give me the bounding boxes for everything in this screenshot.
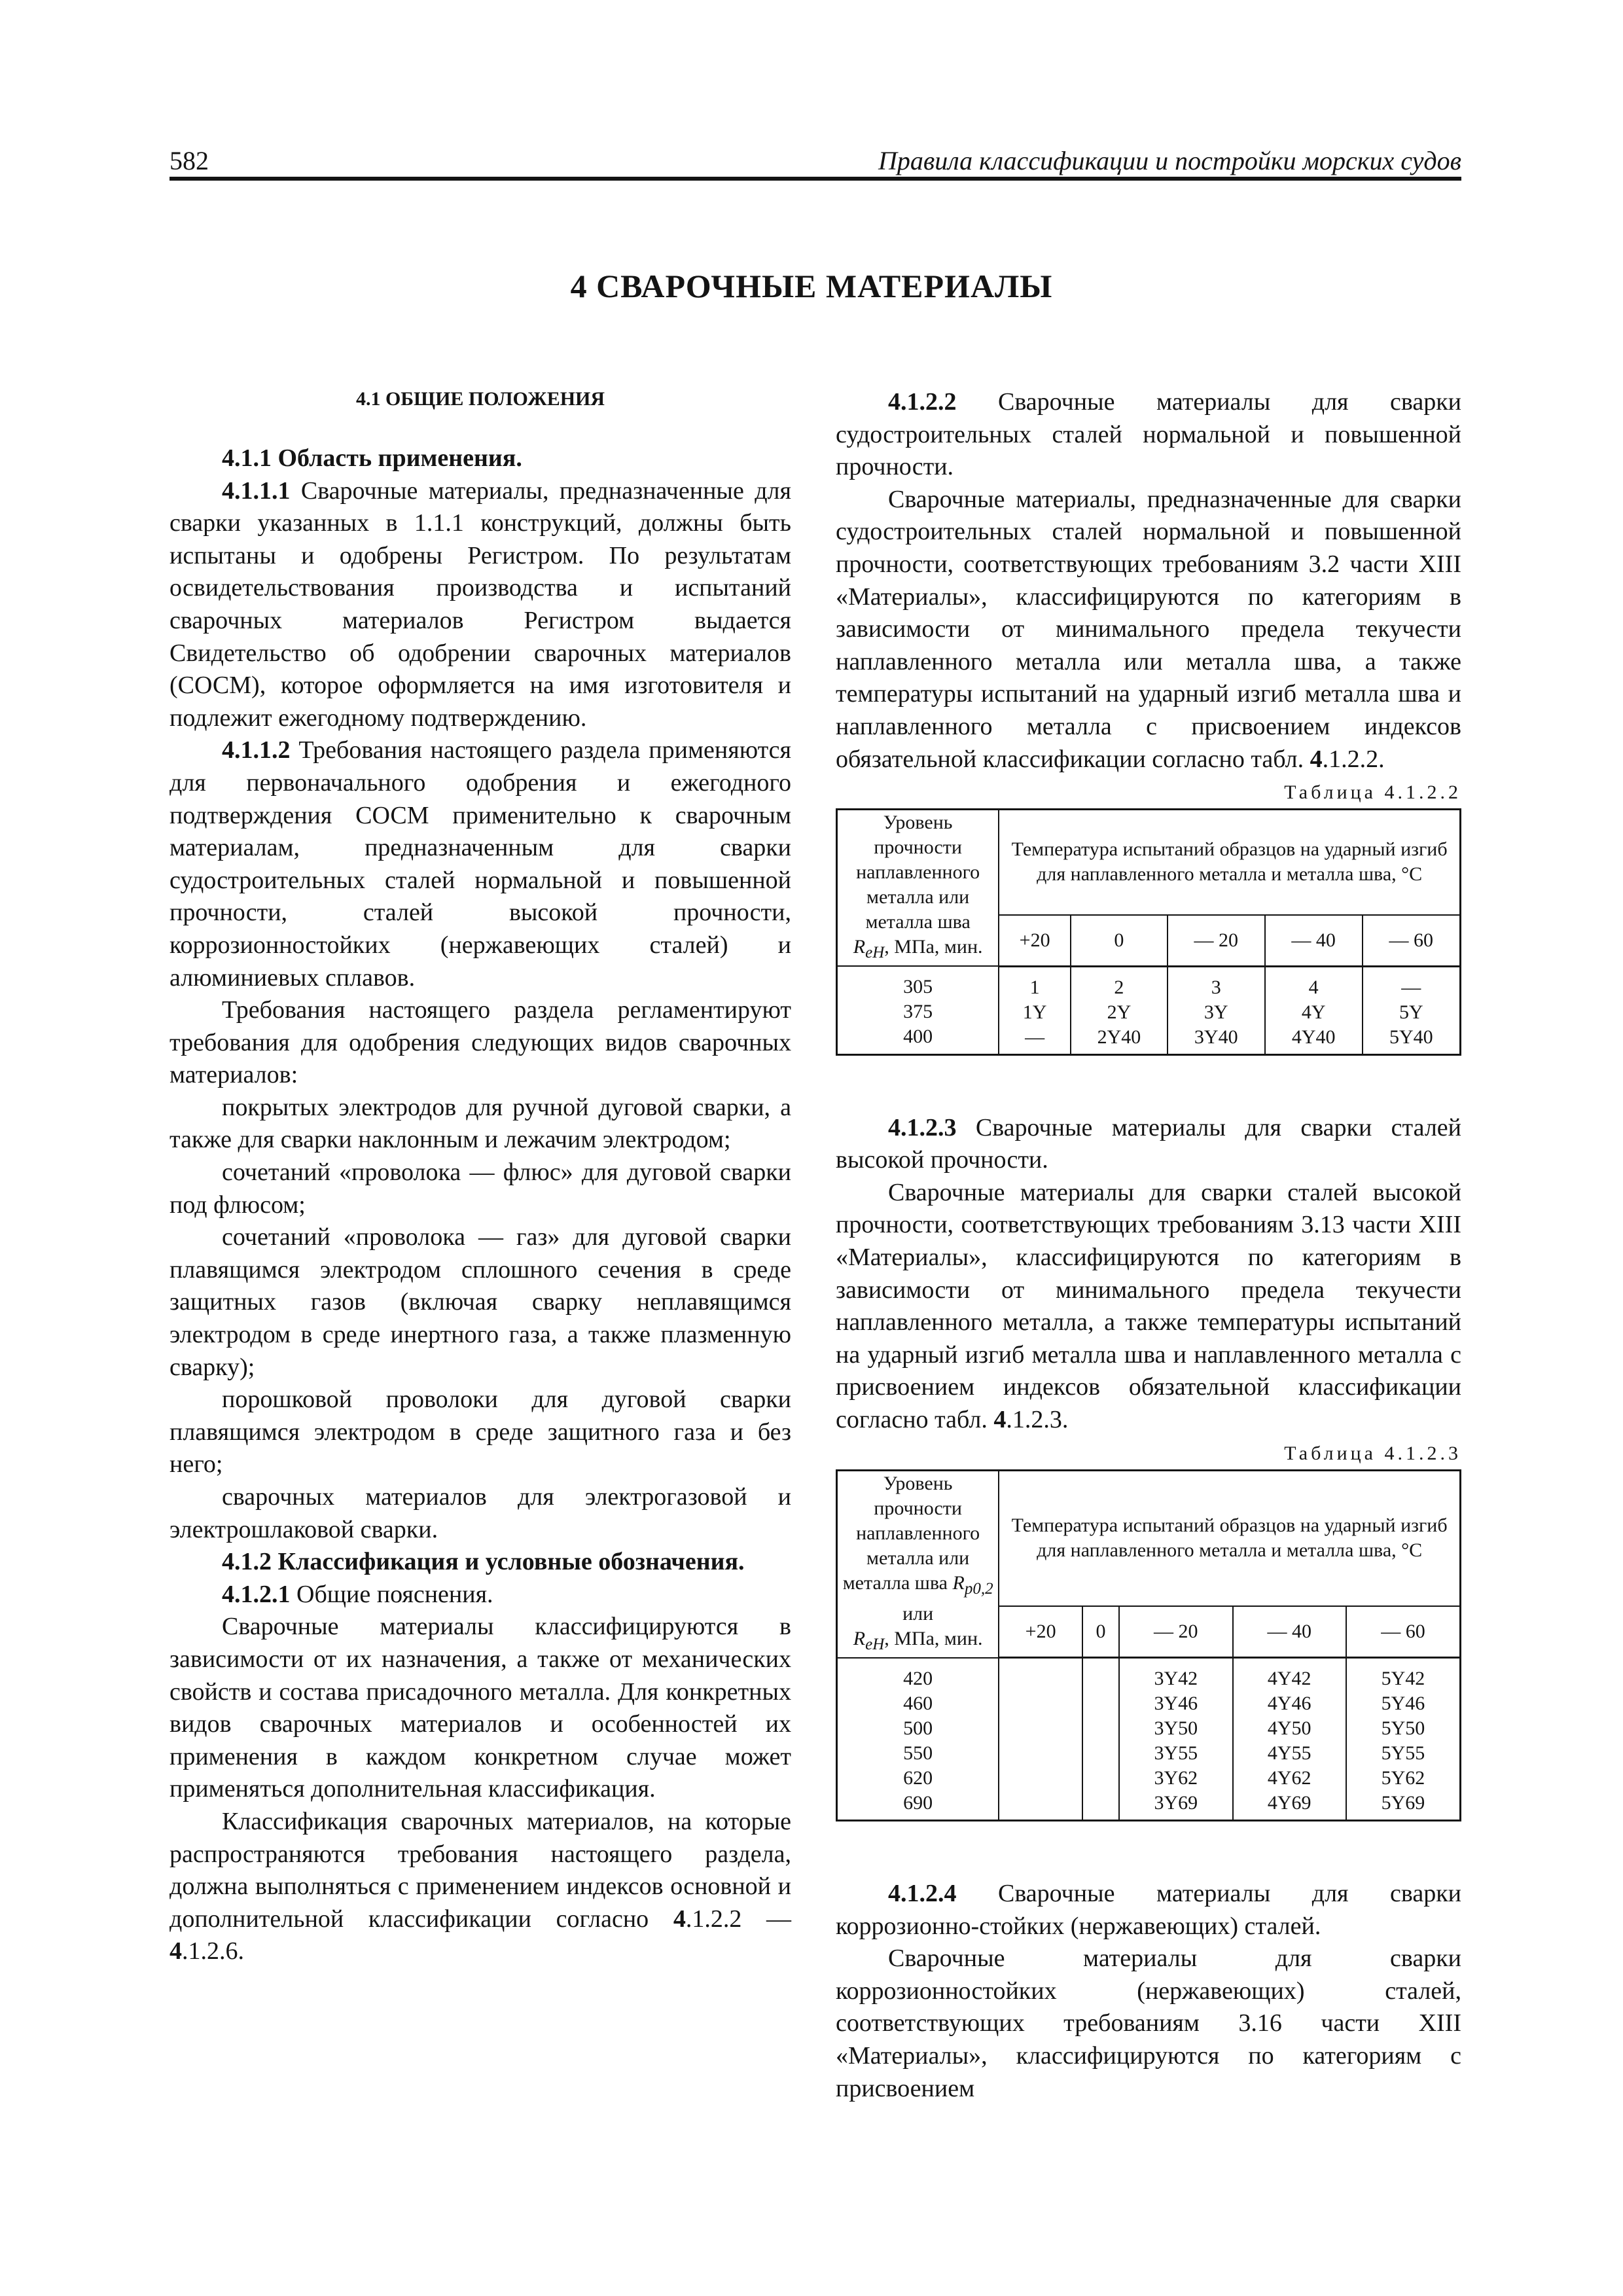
section-title: 4.1 ОБЩИЕ ПОЛОЖЕНИЯ xyxy=(355,388,605,410)
value: 1 xyxy=(1029,976,1040,998)
temp-cell: — 20 xyxy=(1168,915,1265,967)
list-item: сочетаний «проволока — газ» для дуговой сварки плавящимся электродом сплошного сечения в среде защитных газов (включая сварку неплавящимся электродом в среде инертного газа, а также плазменную сварку); xyxy=(169,1223,791,1381)
clause-number: 4.1.2.1 xyxy=(222,1580,291,1608)
grade-cell-empty xyxy=(999,1658,1082,1821)
value: 5Y xyxy=(1399,1001,1423,1023)
ref-bold: 4 xyxy=(673,1905,686,1933)
value: — xyxy=(1401,976,1421,998)
value: 2 xyxy=(1114,976,1124,998)
paragraph-text: Сварочные материалы для сварки сталей высокой прочности, соответствующих требованиям 3.13 части XIII «Материалы», классифицируются по категориям в зависимости от минимального предела текучести наплавленного металла, а также температуры испытаний на ударный изгиб металла шва и наплавленного металла с присвоением индексов обязательной классификации согласно табл. xyxy=(836,1178,1461,1433)
strength-cell xyxy=(837,966,999,1054)
symbol: R xyxy=(853,936,866,958)
list-item: порошковой проволоки для дуговой сварки плавящимся электродом в среде защитного газа и без него; xyxy=(169,1386,791,1479)
value: 4Y55 xyxy=(1267,1742,1311,1765)
value: 5Y46 xyxy=(1381,1693,1425,1715)
value: 3Y xyxy=(1204,1001,1228,1023)
paragraph-text: Сварочные материалы для сварки судостроительных сталей нормальной и повышенной прочности. xyxy=(836,388,1461,481)
temp-cell: +20 xyxy=(999,915,1071,967)
value: 4Y46 xyxy=(1267,1693,1311,1715)
value: 3Y42 xyxy=(1154,1668,1198,1690)
clause-number: 4.1.2.3 xyxy=(888,1113,957,1141)
running-header xyxy=(169,145,1461,178)
value: 5Y40 xyxy=(1389,1026,1433,1048)
clause-number: 4.1.2.2 xyxy=(888,388,957,416)
table-caption: Таблица 4.1.2.3 xyxy=(1284,1442,1461,1464)
paragraph xyxy=(169,1806,791,1968)
temp-cell: — 60 xyxy=(1346,1606,1461,1658)
paragraph-4-1-2-1 xyxy=(169,1579,791,1611)
value: 5Y42 xyxy=(1381,1668,1425,1690)
temperature-header: Температура испытаний образцов на ударный изгиб для наплавленного металла и металла шва, °С xyxy=(999,810,1460,915)
symbol-sub: eH xyxy=(865,944,885,962)
symbol: R xyxy=(952,1571,965,1594)
paragraph: Требования настоящего раздела регламентируют требования для одобрения следующих видов сварочных материалов: xyxy=(169,996,791,1089)
temp-cell: — 40 xyxy=(1265,915,1363,967)
value: 5Y55 xyxy=(1381,1742,1425,1765)
value: 550 xyxy=(903,1742,933,1764)
paragraph xyxy=(836,1177,1461,1437)
paragraph-4-1-2-2 xyxy=(836,386,1461,484)
paragraph-text: Сварочные материалы, предназначенные для сварки судостроительных сталей нормальной и повышенной прочности, соответствующих требованиям 3.2 части XIII «Материалы», классифицируются по категориям в зависимости от минимального предела текучести наплавленного металла или металла шва, а также температуры испытаний на ударный изгиб металла шва и наплавленного металла с присвоением индексов обязательной классификации согласно табл. xyxy=(836,485,1461,773)
value: — xyxy=(1025,1026,1045,1048)
grade-cell-empty xyxy=(1082,1658,1119,1821)
value: 5Y62 xyxy=(1381,1767,1425,1789)
value: 2Y40 xyxy=(1097,1026,1141,1048)
ref-text: .1.2.6. xyxy=(182,1937,244,1965)
ref-bold: 4 xyxy=(169,1937,182,1965)
value: 305 xyxy=(903,976,933,998)
value: 375 xyxy=(903,1001,933,1023)
grade-cell xyxy=(1346,1658,1461,1821)
paragraph-4-1-1-2 xyxy=(169,734,791,994)
grade-cell xyxy=(1119,1658,1232,1821)
running-title: Правила классификации и постройки морских судов xyxy=(878,146,1461,175)
connector: или xyxy=(902,1602,934,1624)
ref-text: .1.2.3. xyxy=(1006,1405,1069,1433)
chapter-title: 4 СВАРОЧНЫЕ МАТЕРИАЛЫ xyxy=(570,268,1053,304)
right-column xyxy=(836,386,1461,2105)
ref-bold: 4 xyxy=(1310,745,1323,773)
paragraph-4-1-1-1 xyxy=(169,475,791,735)
symbol-sub: p0,2 xyxy=(964,1579,993,1598)
temperature-header: Температура испытаний образцов на ударный изгиб для наплавленного металла и металла шва, °С xyxy=(999,1470,1460,1606)
value: 4Y62 xyxy=(1267,1767,1311,1789)
temp-cell: 0 xyxy=(1071,915,1168,967)
grade-cell xyxy=(999,966,1071,1054)
value: 4Y xyxy=(1301,1001,1326,1023)
value: 3Y62 xyxy=(1154,1767,1198,1789)
paragraph-text: Требования настоящего раздела применяются для первоначального одобрения и ежегодного подтверждения СОСМ применительно к сварочным материалам, предназначенным для сварки судостроительных сталей нормальной и повышенной прочности, сталей высокой прочности, коррозионностойких (нержавеющих сталей) и алюминиевых сплавов. xyxy=(169,736,791,992)
list-item: покрытых электродов для ручной дуговой сварки, а также для сварки наклонным и лежачим электродом; xyxy=(169,1093,791,1154)
paragraph-text: Классификация сварочных материалов, на которые распространяются требования настоящего раздела, должна выполняться с применением индексов основной и дополнительной классификации согласно xyxy=(169,1807,791,1933)
table-4-1-2-3 xyxy=(836,1469,1461,1822)
value: 620 xyxy=(903,1767,933,1789)
temp-cell: — 40 xyxy=(1233,1606,1346,1658)
value: 4Y50 xyxy=(1267,1717,1311,1740)
paragraph-4-1-2-4 xyxy=(836,1878,1461,1943)
header-rule xyxy=(169,177,1461,181)
grade-cell xyxy=(1233,1658,1346,1821)
page-number: 582 xyxy=(169,146,209,175)
paragraph xyxy=(836,484,1461,776)
strength-cell xyxy=(837,1658,999,1821)
value: 3Y46 xyxy=(1154,1693,1198,1715)
temp-cell: +20 xyxy=(999,1606,1082,1658)
grade-cell xyxy=(1265,966,1363,1054)
value: 460 xyxy=(903,1692,933,1714)
value: 3Y40 xyxy=(1194,1026,1238,1048)
ref-text: .1.2.2. xyxy=(1322,745,1385,773)
ref-text: .1.2.2 — xyxy=(685,1905,791,1933)
temp-cell: — 60 xyxy=(1363,915,1461,967)
value: 4Y40 xyxy=(1291,1026,1336,1048)
value: 400 xyxy=(903,1026,933,1048)
strength-header-text: Уровень прочности наплавленного металла или металла шва xyxy=(856,812,980,933)
temp-cell: — 20 xyxy=(1119,1606,1232,1658)
value: 3Y69 xyxy=(1154,1792,1198,1814)
list-item: сочетаний «проволока — флюс» для дуговой сварки под флюсом; xyxy=(169,1158,791,1219)
value: 420 xyxy=(903,1667,933,1689)
paragraph-text: Сварочные материалы, предназначенные для сварки указанных в 1.1.1 конструкций, должны быть испытаны и одобрены Регистром. По результатам освидетельствования производства и испытаний сварочных материалов Регистром выдается Свидетельство об одобрении сварочных материалов (СОСМ), которое оформляется на имя изготовителя и подлежит ежегодному подтверждению. xyxy=(169,476,791,732)
symbol-sub: eH xyxy=(865,1635,885,1653)
strength-header xyxy=(837,810,999,967)
value: 4 xyxy=(1308,976,1319,998)
value: 1Y xyxy=(1022,1001,1047,1023)
paragraph-text: Общие пояснения. xyxy=(290,1580,493,1608)
left-column xyxy=(169,386,791,1968)
value: 3Y50 xyxy=(1154,1717,1198,1740)
value: 690 xyxy=(903,1791,933,1814)
unit: , МПа, мин. xyxy=(884,936,983,958)
table-4-1-2-2 xyxy=(836,808,1461,1056)
value: 4Y42 xyxy=(1267,1668,1311,1690)
grade-cell xyxy=(1168,966,1265,1054)
value: 3Y55 xyxy=(1154,1742,1198,1765)
heading-4-1-2: 4.1.2 Классификация и условные обозначения. xyxy=(222,1548,745,1576)
clause-number: 4.1.1.2 xyxy=(222,736,291,764)
value: 5Y50 xyxy=(1381,1717,1425,1740)
value: 500 xyxy=(903,1717,933,1739)
value: 4Y69 xyxy=(1267,1792,1311,1814)
temp-cell: 0 xyxy=(1082,1606,1119,1658)
value: 5Y69 xyxy=(1381,1792,1425,1814)
grade-cell xyxy=(1071,966,1168,1054)
list-item: сварочных материалов для электрогазовой и электрошлаковой сварки. xyxy=(169,1483,791,1543)
clause-number: 4.1.2.4 xyxy=(888,1880,957,1908)
grade-cell xyxy=(1363,966,1461,1054)
strength-header-text: Уровень прочности наплавленного металла или металла шва xyxy=(842,1472,980,1594)
heading-4-1-1: 4.1.1 Область применения. xyxy=(222,444,522,472)
paragraph: Сварочные материалы классифицируются в зависимости от их назначения, а также от механических свойств и состава присадочного металла. Для конкретных видов сварочных материалов и особенностей их применения в каждом конкретном случае может применяться дополнительная классификация. xyxy=(169,1613,791,1803)
paragraph-4-1-2-3 xyxy=(836,1112,1461,1177)
unit: , МПа, мин. xyxy=(884,1627,983,1649)
clause-number: 4.1.1.1 xyxy=(222,476,291,505)
paragraph-text: Сварочные материалы для сварки сталей высокой прочности. xyxy=(836,1113,1461,1174)
symbol: R xyxy=(853,1627,866,1649)
value: 3 xyxy=(1211,976,1221,998)
strength-header xyxy=(837,1470,999,1658)
paragraph-text: Сварочные материалы для сварки коррозионно-стойких (нержавеющих) сталей. xyxy=(836,1880,1461,1940)
value: 2Y xyxy=(1107,1001,1132,1023)
ref-bold: 4 xyxy=(993,1405,1007,1433)
table-caption: Таблица 4.1.2.2 xyxy=(1284,781,1461,804)
paragraph: Сварочные материалы для сварки коррозионностойких (нержавеющих) сталей, соответствующих требованиям 3.16 части XIII «Материалы», классифицируются по категориям с присвоением xyxy=(836,1945,1461,2102)
